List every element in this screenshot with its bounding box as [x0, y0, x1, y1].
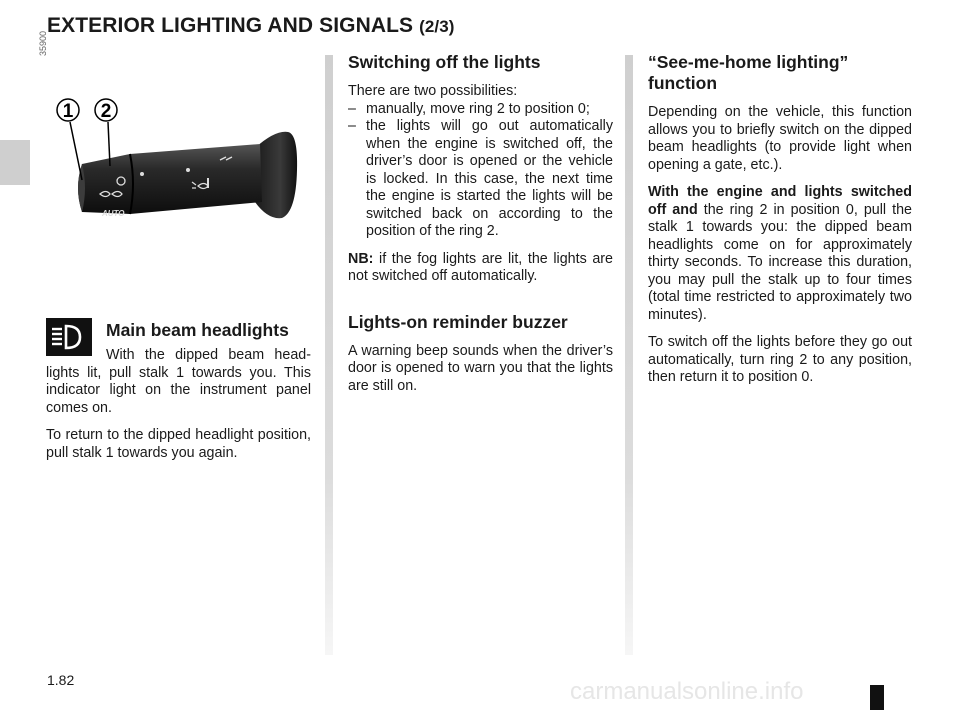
page-title-text: EXTERIOR LIGHTING AND SIGNALS [47, 14, 414, 37]
see-me-home-heading: “See-me-home lighting” function [648, 52, 849, 93]
switching-off-intro: There are two possibilities: [348, 83, 518, 99]
section-tab [0, 140, 30, 185]
switching-off-heading: Switching off the lights [348, 52, 541, 72]
callout-2-label: 2 [100, 101, 112, 122]
see-me-home-paragraph-2 [648, 184, 912, 324]
stalk-boot [255, 132, 297, 218]
switching-off-list [348, 101, 613, 241]
stalk-body [78, 144, 262, 214]
callout-leader-1 [70, 122, 82, 180]
list-item: – manually, move ring 2 to position 0; [348, 100, 590, 117]
callout-1-label: 1 [62, 101, 74, 122]
page-title [47, 14, 455, 38]
column-divider-2 [625, 55, 633, 655]
list-item-text: manually, move ring 2 to position 0; [366, 100, 590, 117]
corner-mark [870, 685, 884, 710]
column-divider-1 [325, 55, 333, 655]
see-me-home-paragraph-1: Depending on the vehicle, this function allows you to briefly switch on the dipped beam headlights (to provide light when opening a gate, etc.). [648, 104, 912, 173]
right-column [648, 52, 912, 397]
page-number: 1.82 [47, 672, 75, 688]
see-me-home-bold-lead: With the engine and lights switched off and [648, 184, 912, 218]
see-me-home-paragraph-2-text: the ring 2 in position 0, pull the stalk 1 towards you: the dipped beam headlights come on for approximately thirty seconds. To increase this duration, you may pull the stalk up to four times (total time restricted to approximately two minutes). [648, 201, 912, 323]
main-beam-paragraph-2: To return to the dipped headlight position, pull stalk 1 towards you again. [46, 427, 311, 461]
watermark: carmanualsonline.info [570, 678, 804, 705]
middle-column [348, 52, 613, 405]
page-title-suffix: (2/3) [419, 17, 455, 36]
main-beam-paragraph-1: With the dipped beam headlights lit, pull stalk 1 towards you. This indicator light on the instrument panel comes on. [46, 347, 311, 416]
figure-reference: 35900 [38, 30, 48, 56]
list-item: – the lights will go out automatically when the engine is switched off, the driver’s door is opened or the vehicle is locked. In this case, the next time the engine is started the lights will be switched back on according to the position of the ring 2. [348, 118, 613, 239]
list-item-text: the lights will go out automatically when the engine is switched off, the driver’s door is opened or the vehicle is locked. In this case, the next time the engine is started the lights will be switched back on according to the position of the ring 2. [366, 118, 613, 239]
stalk-auto-label: AUTO [102, 209, 125, 218]
position-mark-dot [140, 172, 144, 176]
nb-note [348, 251, 613, 286]
left-column [46, 320, 311, 472]
light-stalk-illustration [50, 90, 310, 230]
reminder-buzzer-heading: Lights-on reminder buzzer [348, 311, 568, 332]
reminder-buzzer-paragraph: A warning beep sounds when the driver’s door is opened to warn you that the lights are still on. [348, 342, 613, 394]
nb-text: if the fog lights are lit, the lights are not switched off automatically. [348, 250, 613, 284]
nb-label: NB: [348, 250, 374, 267]
position-mark-dot [186, 168, 190, 172]
main-beam-heading: Main beam headlights [106, 320, 289, 340]
see-me-home-paragraph-3: To switch off the lights before they go out automatically, turn ring 2 to any position, then return it to position 0. [648, 334, 912, 385]
